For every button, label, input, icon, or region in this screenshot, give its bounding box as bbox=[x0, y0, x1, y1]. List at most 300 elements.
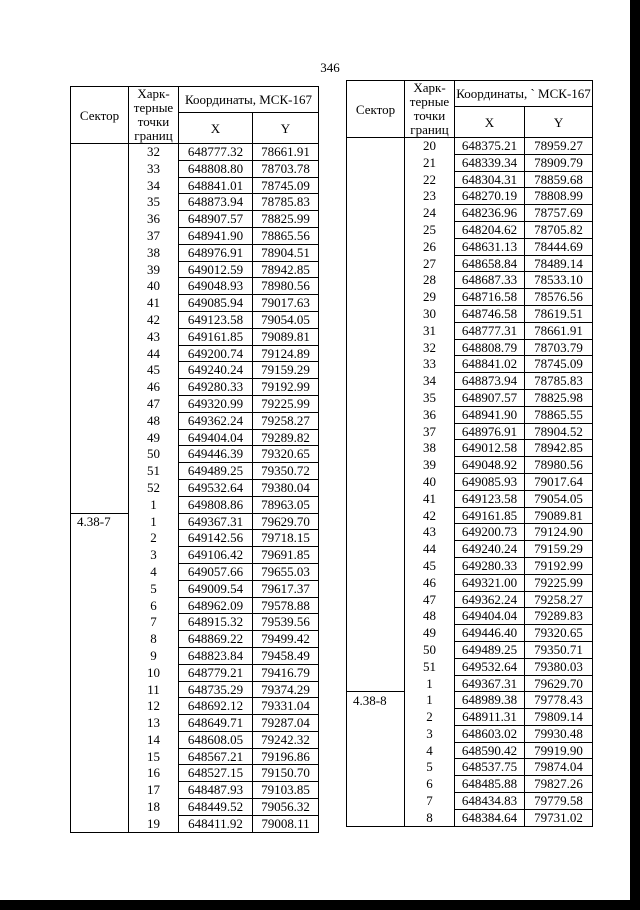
x-coordinate-cell: 648339.34 bbox=[455, 154, 525, 171]
x-coordinate-cell: 649085.93 bbox=[455, 473, 525, 490]
sector-cell bbox=[347, 809, 405, 826]
table-row bbox=[347, 658, 593, 675]
coordinates-table-right bbox=[346, 80, 593, 827]
page-number: 346 bbox=[320, 60, 340, 75]
y-coordinate-cell: 79124.89 bbox=[253, 345, 319, 362]
x-coordinate-cell: 649161.85 bbox=[179, 328, 253, 345]
point-number-cell: 38 bbox=[405, 440, 455, 457]
x-coordinate-cell: 648841.02 bbox=[455, 356, 525, 373]
y-coordinate-cell: 79809.14 bbox=[525, 709, 593, 726]
sector-cell bbox=[347, 591, 405, 608]
y-coordinate-cell: 78865.56 bbox=[253, 227, 319, 244]
sector-cell bbox=[71, 765, 129, 782]
y-coordinate-cell: 78808.99 bbox=[525, 188, 593, 205]
point-number-cell: 49 bbox=[129, 429, 179, 446]
sector-cell bbox=[347, 574, 405, 591]
y-coordinate-cell: 78576.56 bbox=[525, 289, 593, 306]
x-coordinate-cell: 648434.83 bbox=[455, 793, 525, 810]
header-y: Y bbox=[525, 107, 593, 138]
x-coordinate-cell: 648649.71 bbox=[179, 715, 253, 732]
y-coordinate-cell: 79380.03 bbox=[525, 658, 593, 675]
y-coordinate-cell: 78825.98 bbox=[525, 389, 593, 406]
x-coordinate-cell: 648270.19 bbox=[455, 188, 525, 205]
sector-cell bbox=[71, 345, 129, 362]
y-coordinate-cell: 79258.27 bbox=[525, 591, 593, 608]
sector-cell bbox=[71, 194, 129, 211]
sector-cell bbox=[347, 423, 405, 440]
table-row bbox=[347, 742, 593, 759]
point-number-cell: 25 bbox=[405, 221, 455, 238]
x-coordinate-cell: 649489.25 bbox=[179, 463, 253, 480]
x-coordinate-cell: 649367.31 bbox=[179, 513, 253, 530]
header-sector: Сектор bbox=[347, 81, 405, 138]
point-number-cell: 32 bbox=[129, 144, 179, 161]
table-row bbox=[71, 446, 319, 463]
point-number-cell: 38 bbox=[129, 244, 179, 261]
sector-cell bbox=[347, 557, 405, 574]
sector-cell bbox=[71, 715, 129, 732]
x-coordinate-cell: 648911.31 bbox=[455, 709, 525, 726]
y-coordinate-cell: 79350.71 bbox=[525, 641, 593, 658]
y-coordinate-cell: 78959.27 bbox=[525, 138, 593, 155]
sector-cell bbox=[71, 211, 129, 228]
y-coordinate-cell: 78489.14 bbox=[525, 255, 593, 272]
point-number-cell: 7 bbox=[129, 614, 179, 631]
point-number-cell: 4 bbox=[129, 563, 179, 580]
sector-cell bbox=[71, 782, 129, 799]
table-row bbox=[71, 194, 319, 211]
table-row bbox=[71, 160, 319, 177]
y-coordinate-cell: 78942.85 bbox=[253, 261, 319, 278]
sector-cell bbox=[71, 530, 129, 547]
point-number-cell: 2 bbox=[405, 709, 455, 726]
point-number-cell: 22 bbox=[405, 171, 455, 188]
y-coordinate-cell: 78661.91 bbox=[525, 322, 593, 339]
y-coordinate-cell: 79089.81 bbox=[525, 507, 593, 524]
table-row bbox=[71, 715, 319, 732]
point-number-cell: 5 bbox=[405, 759, 455, 776]
y-coordinate-cell: 79578.88 bbox=[253, 597, 319, 614]
x-coordinate-cell: 648692.12 bbox=[179, 698, 253, 715]
x-coordinate-cell: 649446.39 bbox=[179, 446, 253, 463]
x-coordinate-cell: 648716.58 bbox=[455, 289, 525, 306]
y-coordinate-cell: 79225.99 bbox=[525, 574, 593, 591]
point-number-cell: 47 bbox=[129, 395, 179, 412]
table-row bbox=[71, 563, 319, 580]
sector-cell bbox=[71, 631, 129, 648]
sector-cell bbox=[71, 547, 129, 564]
y-coordinate-cell: 79150.70 bbox=[253, 765, 319, 782]
table-row bbox=[347, 255, 593, 272]
table-row bbox=[71, 278, 319, 295]
table-row bbox=[71, 530, 319, 547]
sector-cell bbox=[347, 608, 405, 625]
table-row bbox=[347, 793, 593, 810]
sector-cell bbox=[71, 379, 129, 396]
table-row bbox=[71, 295, 319, 312]
sector-cell bbox=[71, 647, 129, 664]
y-coordinate-cell: 78705.82 bbox=[525, 221, 593, 238]
sector-cell bbox=[347, 255, 405, 272]
table-row bbox=[347, 373, 593, 390]
sector-cell bbox=[347, 457, 405, 474]
x-coordinate-cell: 649362.24 bbox=[179, 412, 253, 429]
x-coordinate-cell: 648603.02 bbox=[455, 725, 525, 742]
table-row bbox=[71, 815, 319, 832]
point-number-cell: 32 bbox=[405, 339, 455, 356]
point-number-cell: 51 bbox=[129, 463, 179, 480]
sector-cell bbox=[71, 160, 129, 177]
table-row bbox=[347, 809, 593, 826]
point-number-cell: 12 bbox=[129, 698, 179, 715]
sector-cell bbox=[71, 664, 129, 681]
sector-cell bbox=[347, 725, 405, 742]
x-coordinate-cell: 649532.64 bbox=[179, 479, 253, 496]
point-number-cell: 49 bbox=[405, 625, 455, 642]
x-coordinate-cell: 648608.05 bbox=[179, 731, 253, 748]
x-coordinate-cell: 648873.94 bbox=[179, 194, 253, 211]
y-coordinate-cell: 79919.90 bbox=[525, 742, 593, 759]
sector-cell bbox=[71, 244, 129, 261]
point-number-cell: 18 bbox=[129, 799, 179, 816]
table-row bbox=[71, 479, 319, 496]
table-row bbox=[71, 429, 319, 446]
sector-cell bbox=[347, 322, 405, 339]
sector-cell bbox=[347, 440, 405, 457]
sector-cell bbox=[71, 614, 129, 631]
table-row bbox=[347, 356, 593, 373]
point-number-cell: 37 bbox=[129, 227, 179, 244]
table-row bbox=[347, 608, 593, 625]
x-coordinate-cell: 648808.80 bbox=[179, 160, 253, 177]
table-row bbox=[71, 395, 319, 412]
table-row bbox=[71, 664, 319, 681]
x-coordinate-cell: 648527.15 bbox=[179, 765, 253, 782]
sector-cell bbox=[71, 144, 129, 161]
x-coordinate-cell: 649085.94 bbox=[179, 295, 253, 312]
sector-cell bbox=[347, 339, 405, 356]
table-row bbox=[347, 574, 593, 591]
y-coordinate-cell: 79017.64 bbox=[525, 473, 593, 490]
table-row bbox=[71, 328, 319, 345]
table-row bbox=[71, 379, 319, 396]
y-coordinate-cell: 79778.43 bbox=[525, 692, 593, 709]
table-row bbox=[347, 692, 593, 709]
sector-cell bbox=[71, 597, 129, 614]
x-coordinate-cell: 648567.21 bbox=[179, 748, 253, 765]
y-coordinate-cell: 79331.04 bbox=[253, 698, 319, 715]
x-coordinate-cell: 648487.93 bbox=[179, 782, 253, 799]
sector-cell bbox=[347, 389, 405, 406]
sector-cell bbox=[71, 731, 129, 748]
sector-cell bbox=[71, 698, 129, 715]
table-row bbox=[347, 675, 593, 692]
table-row bbox=[71, 345, 319, 362]
point-number-cell: 1 bbox=[129, 496, 179, 513]
table-row bbox=[71, 227, 319, 244]
point-number-cell: 23 bbox=[405, 188, 455, 205]
sector-cell bbox=[71, 748, 129, 765]
table-row bbox=[71, 799, 319, 816]
y-coordinate-cell: 79731.02 bbox=[525, 809, 593, 826]
sector-cell: 4.38-8 bbox=[347, 692, 405, 709]
x-coordinate-cell: 649404.04 bbox=[455, 608, 525, 625]
table-row bbox=[71, 698, 319, 715]
table-row bbox=[347, 221, 593, 238]
sector-cell bbox=[71, 799, 129, 816]
table-row bbox=[347, 272, 593, 289]
point-number-cell: 44 bbox=[405, 541, 455, 558]
x-coordinate-cell: 648735.29 bbox=[179, 681, 253, 698]
sector-cell bbox=[347, 776, 405, 793]
y-coordinate-cell: 79320.65 bbox=[253, 446, 319, 463]
table-row bbox=[347, 423, 593, 440]
table-row bbox=[71, 631, 319, 648]
y-coordinate-cell: 78533.10 bbox=[525, 272, 593, 289]
x-coordinate-cell: 649362.24 bbox=[455, 591, 525, 608]
sector-cell bbox=[71, 563, 129, 580]
y-coordinate-cell: 79258.27 bbox=[253, 412, 319, 429]
header-coordinates bbox=[179, 87, 319, 113]
sector-cell bbox=[347, 289, 405, 306]
x-coordinate-cell: 648631.13 bbox=[455, 238, 525, 255]
x-coordinate-cell: 648869.22 bbox=[179, 631, 253, 648]
y-coordinate-cell: 79629.70 bbox=[253, 513, 319, 530]
y-coordinate-cell: 78825.99 bbox=[253, 211, 319, 228]
table-row bbox=[347, 322, 593, 339]
sector-cell bbox=[347, 675, 405, 692]
y-coordinate-cell: 79539.56 bbox=[253, 614, 319, 631]
y-coordinate-cell: 79458.49 bbox=[253, 647, 319, 664]
table-row bbox=[71, 513, 319, 530]
point-number-cell: 42 bbox=[405, 507, 455, 524]
table-row bbox=[71, 597, 319, 614]
point-number-cell: 31 bbox=[405, 322, 455, 339]
sector-cell bbox=[71, 580, 129, 597]
point-number-cell: 36 bbox=[405, 406, 455, 423]
x-coordinate-cell: 649012.59 bbox=[179, 261, 253, 278]
point-number-cell: 26 bbox=[405, 238, 455, 255]
table-row bbox=[347, 557, 593, 574]
y-coordinate-cell: 79159.29 bbox=[253, 362, 319, 379]
header-points bbox=[405, 81, 455, 138]
table-row bbox=[347, 473, 593, 490]
table-row bbox=[71, 647, 319, 664]
x-coordinate-cell: 649280.33 bbox=[455, 557, 525, 574]
header-points-text: Харк-терные точки границ bbox=[409, 80, 450, 137]
sector-cell bbox=[347, 373, 405, 390]
table-row bbox=[347, 339, 593, 356]
x-coordinate-cell: 649123.58 bbox=[455, 490, 525, 507]
point-number-cell: 2 bbox=[129, 530, 179, 547]
sector-cell bbox=[71, 328, 129, 345]
y-coordinate-cell: 78785.83 bbox=[253, 194, 319, 211]
point-number-cell: 50 bbox=[405, 641, 455, 658]
table-row bbox=[71, 614, 319, 631]
x-coordinate-cell: 649123.58 bbox=[179, 311, 253, 328]
point-number-cell: 39 bbox=[405, 457, 455, 474]
table-row bbox=[347, 490, 593, 507]
x-coordinate-cell: 648989.38 bbox=[455, 692, 525, 709]
point-number-cell: 47 bbox=[405, 591, 455, 608]
point-number-cell: 20 bbox=[405, 138, 455, 155]
x-coordinate-cell: 648976.91 bbox=[455, 423, 525, 440]
point-number-cell: 6 bbox=[405, 776, 455, 793]
table-row bbox=[71, 547, 319, 564]
point-number-cell: 10 bbox=[129, 664, 179, 681]
y-coordinate-cell: 78865.55 bbox=[525, 406, 593, 423]
sector-cell bbox=[71, 295, 129, 312]
y-coordinate-cell: 78980.56 bbox=[253, 278, 319, 295]
point-number-cell: 50 bbox=[129, 446, 179, 463]
sector-cell bbox=[347, 473, 405, 490]
header-points-text: Харк-терные точки границ bbox=[133, 86, 174, 143]
point-number-cell: 14 bbox=[129, 731, 179, 748]
y-coordinate-cell: 79103.85 bbox=[253, 782, 319, 799]
x-coordinate-cell: 648411.92 bbox=[179, 815, 253, 832]
x-coordinate-cell: 649808.86 bbox=[179, 496, 253, 513]
table-row bbox=[347, 776, 593, 793]
x-coordinate-cell: 648687.33 bbox=[455, 272, 525, 289]
y-coordinate-cell: 78785.83 bbox=[525, 373, 593, 390]
x-coordinate-cell: 648777.32 bbox=[179, 144, 253, 161]
point-number-cell: 35 bbox=[405, 389, 455, 406]
x-coordinate-cell: 649200.73 bbox=[455, 524, 525, 541]
sector-cell bbox=[347, 541, 405, 558]
point-number-cell: 7 bbox=[405, 793, 455, 810]
sector-cell bbox=[71, 479, 129, 496]
x-coordinate-cell: 648375.21 bbox=[455, 138, 525, 155]
point-number-cell: 48 bbox=[405, 608, 455, 625]
x-coordinate-cell: 649320.99 bbox=[179, 395, 253, 412]
point-number-cell: 41 bbox=[405, 490, 455, 507]
point-number-cell: 8 bbox=[129, 631, 179, 648]
sector-cell bbox=[71, 412, 129, 429]
point-number-cell: 37 bbox=[405, 423, 455, 440]
point-number-cell: 3 bbox=[129, 547, 179, 564]
header-points bbox=[129, 87, 179, 144]
y-coordinate-cell: 78661.91 bbox=[253, 144, 319, 161]
x-coordinate-cell: 649106.42 bbox=[179, 547, 253, 564]
table-row bbox=[71, 412, 319, 429]
sector-cell bbox=[347, 138, 405, 155]
point-number-cell: 51 bbox=[405, 658, 455, 675]
point-number-cell: 39 bbox=[129, 261, 179, 278]
x-coordinate-cell: 648236.96 bbox=[455, 205, 525, 222]
point-number-cell: 43 bbox=[129, 328, 179, 345]
x-coordinate-cell: 649404.04 bbox=[179, 429, 253, 446]
coordinates-table-left bbox=[70, 86, 319, 833]
x-coordinate-cell: 648907.57 bbox=[179, 211, 253, 228]
sector-cell bbox=[347, 658, 405, 675]
table-row bbox=[71, 681, 319, 698]
point-number-cell: 45 bbox=[129, 362, 179, 379]
table-row bbox=[71, 362, 319, 379]
y-coordinate-cell: 79192.99 bbox=[253, 379, 319, 396]
sector-cell bbox=[347, 759, 405, 776]
sector-cell bbox=[71, 496, 129, 513]
header-x: X bbox=[455, 107, 525, 138]
point-number-cell: 30 bbox=[405, 305, 455, 322]
x-coordinate-cell: 649240.24 bbox=[455, 541, 525, 558]
point-number-cell: 41 bbox=[129, 295, 179, 312]
point-number-cell: 13 bbox=[129, 715, 179, 732]
x-coordinate-cell: 649200.74 bbox=[179, 345, 253, 362]
sector-cell bbox=[347, 406, 405, 423]
table-row bbox=[347, 154, 593, 171]
table-row bbox=[71, 731, 319, 748]
y-coordinate-cell: 79124.90 bbox=[525, 524, 593, 541]
x-coordinate-cell: 649057.66 bbox=[179, 563, 253, 580]
point-number-cell: 4 bbox=[405, 742, 455, 759]
point-number-cell: 40 bbox=[405, 473, 455, 490]
x-coordinate-cell: 648449.52 bbox=[179, 799, 253, 816]
point-number-cell: 6 bbox=[129, 597, 179, 614]
table-row bbox=[71, 311, 319, 328]
y-coordinate-cell: 78703.78 bbox=[253, 160, 319, 177]
x-coordinate-cell: 649240.24 bbox=[179, 362, 253, 379]
sector-cell bbox=[347, 272, 405, 289]
y-coordinate-cell: 79374.29 bbox=[253, 681, 319, 698]
header-sector: Сектор bbox=[71, 87, 129, 144]
y-coordinate-cell: 78942.85 bbox=[525, 440, 593, 457]
table-row bbox=[347, 759, 593, 776]
point-number-cell: 46 bbox=[405, 574, 455, 591]
table-row bbox=[347, 457, 593, 474]
table-row bbox=[347, 389, 593, 406]
point-number-cell: 27 bbox=[405, 255, 455, 272]
x-coordinate-cell: 648962.09 bbox=[179, 597, 253, 614]
point-number-cell: 5 bbox=[129, 580, 179, 597]
sector-cell: 4.38-7 bbox=[71, 513, 129, 530]
point-number-cell: 40 bbox=[129, 278, 179, 295]
x-coordinate-cell: 648907.57 bbox=[455, 389, 525, 406]
x-coordinate-cell: 649367.31 bbox=[455, 675, 525, 692]
sector-cell bbox=[71, 227, 129, 244]
table-row bbox=[347, 591, 593, 608]
table-row bbox=[71, 782, 319, 799]
x-coordinate-cell: 649446.40 bbox=[455, 625, 525, 642]
y-coordinate-cell: 79054.05 bbox=[525, 490, 593, 507]
table-row bbox=[71, 580, 319, 597]
sector-cell bbox=[71, 362, 129, 379]
sector-cell bbox=[71, 681, 129, 698]
y-coordinate-cell: 79017.63 bbox=[253, 295, 319, 312]
sector-cell bbox=[71, 463, 129, 480]
table-row bbox=[71, 211, 319, 228]
x-coordinate-cell: 649012.58 bbox=[455, 440, 525, 457]
y-coordinate-cell: 78859.68 bbox=[525, 171, 593, 188]
point-number-cell: 29 bbox=[405, 289, 455, 306]
table-row bbox=[71, 177, 319, 194]
x-coordinate-cell: 648976.91 bbox=[179, 244, 253, 261]
point-number-cell: 48 bbox=[129, 412, 179, 429]
point-number-cell: 1 bbox=[405, 692, 455, 709]
point-number-cell: 52 bbox=[129, 479, 179, 496]
y-coordinate-cell: 79827.26 bbox=[525, 776, 593, 793]
table-row bbox=[71, 144, 319, 161]
x-coordinate-cell: 648915.32 bbox=[179, 614, 253, 631]
header-x: X bbox=[179, 113, 253, 144]
x-coordinate-cell: 649048.93 bbox=[179, 278, 253, 295]
y-coordinate-cell: 79499.42 bbox=[253, 631, 319, 648]
sector-cell bbox=[71, 177, 129, 194]
x-coordinate-cell: 649161.85 bbox=[455, 507, 525, 524]
header-coordinates bbox=[455, 81, 593, 107]
x-coordinate-cell: 649489.25 bbox=[455, 641, 525, 658]
sector-cell bbox=[347, 709, 405, 726]
sector-cell bbox=[347, 154, 405, 171]
